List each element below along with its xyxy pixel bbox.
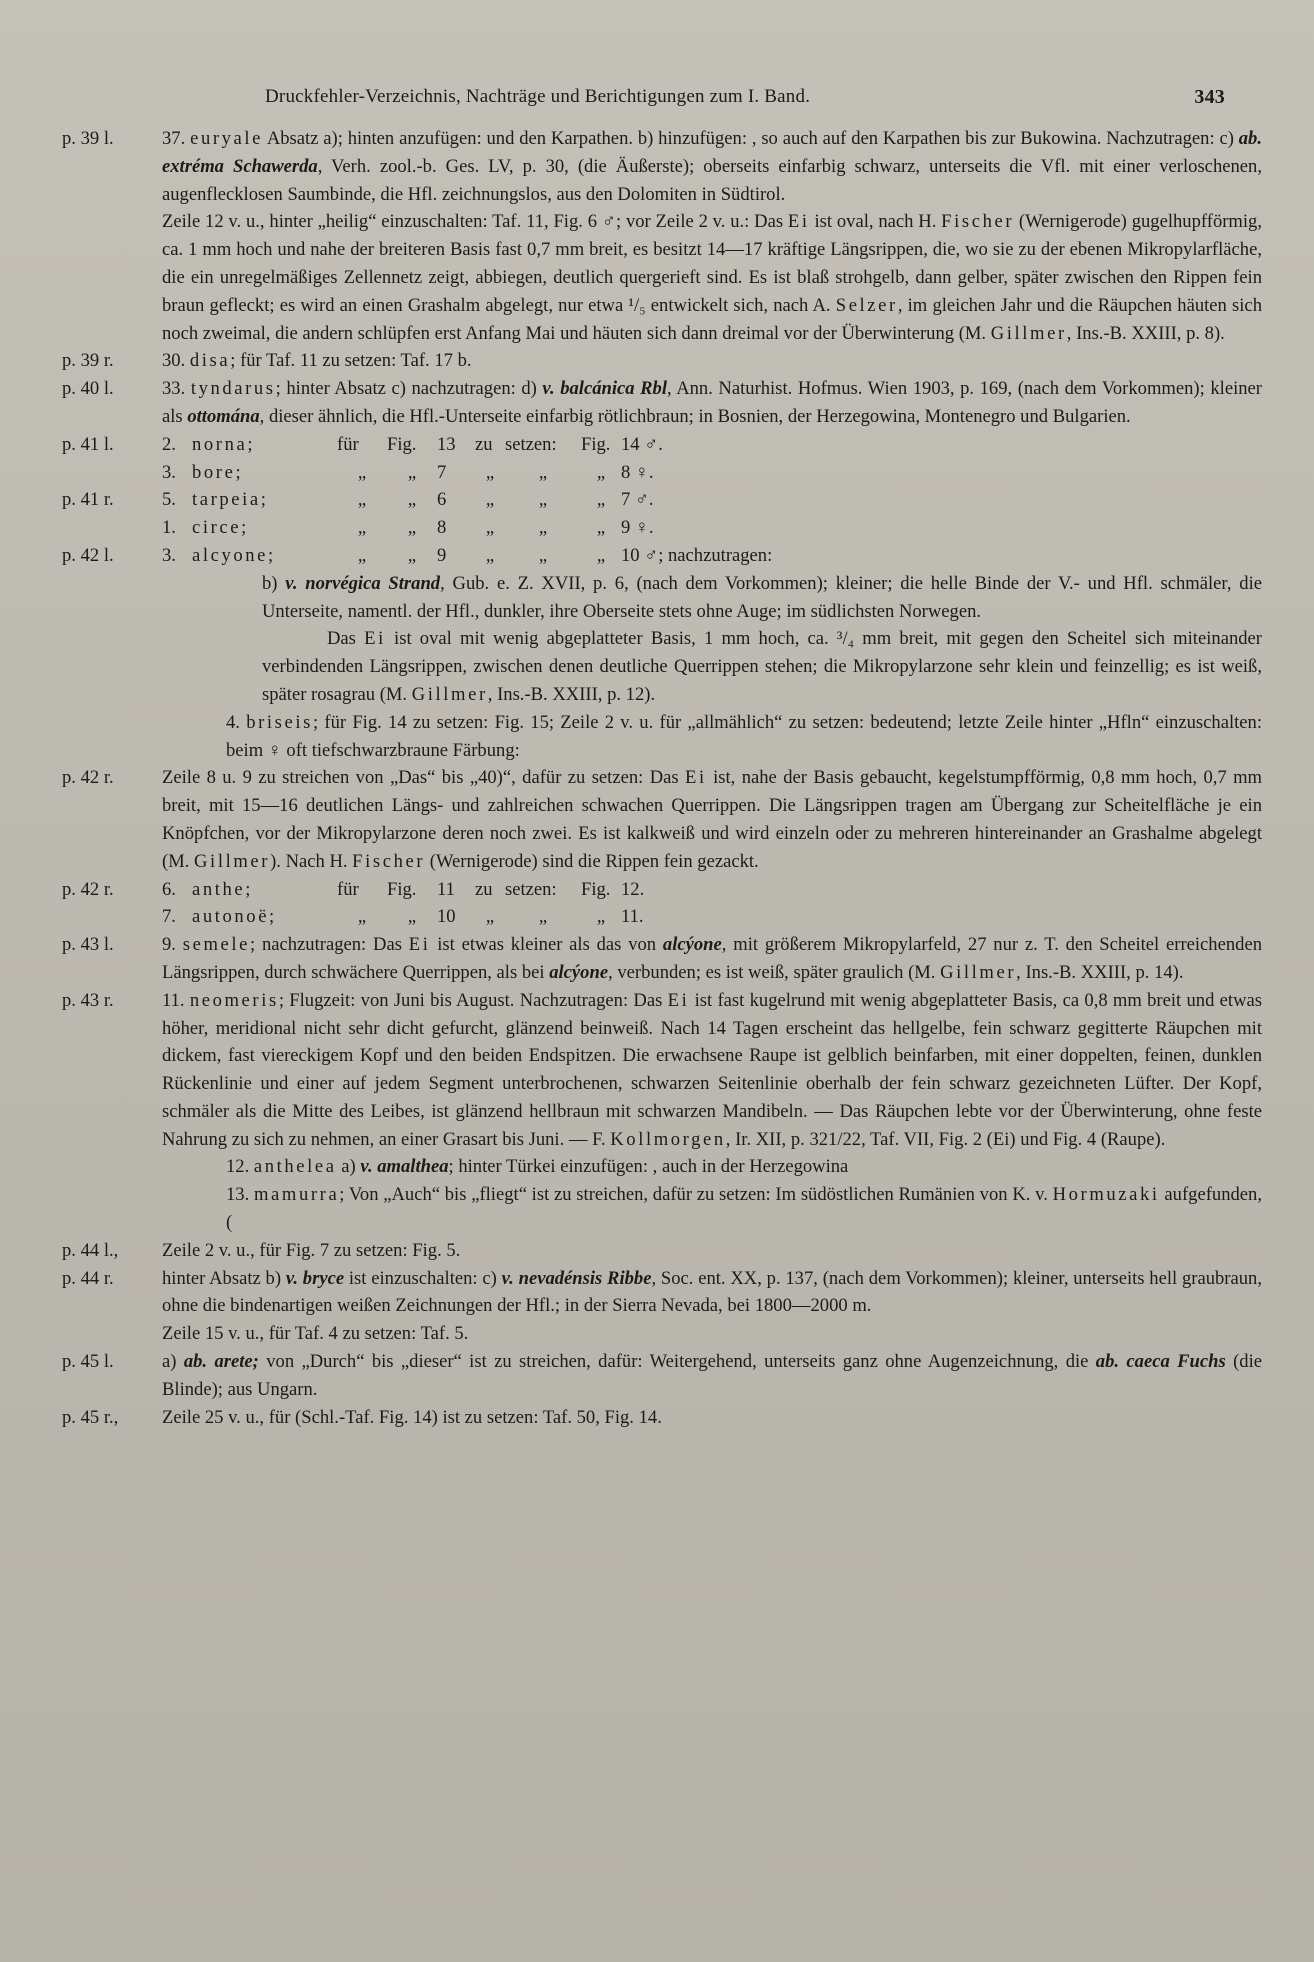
entry-ref: p. 45 l. (62, 1351, 114, 1373)
species-name: disa (189, 350, 231, 372)
entry-ref: p. 45 r., (62, 1406, 119, 1428)
entry-ref: p. 39 l. (62, 128, 114, 149)
species-name: semele (182, 934, 250, 956)
entry-neomeris: p. 43 r. 11. neomeris; Flugzeit: von Juni bis August. Nachzutragen: Das Ei ist fast kugelrund mit wenig abgeplatteter Basis, ca 0,8 mm breit und etwas höher, meridional nicht sehr dicht gefurcht, glänzend beinweiß. Nach 14 Tagen erscheint das hellgelbe, fein schwarz gegitterte Räupchen mit dickem, fast viereckigem Kopf und den beiden Endspitzen. Die erwachsene Raupe ist gelblich beinfarben, mit einer doppelten, feinen, dunklen Rückenlinie und einer auf jedem Segment unterbrochenen, schwarzen Seitenlinie oberhalb der fein schwarz gezeichneten Lüfter. Der Kopf, schmäler als die Mitte des Leibes, ist glänzend hellbraun mit schwarzen Mandibeln. — Das Räupchen lebte vor der Überwinterung, ohne feste Nahrung zu sich zu nehmen, an einer Grasart bis Juni. — F. Kollmorgen, Ir. XII, p. 321/22, Taf. VII, Fig. 2 (Ei) und Fig. 4 (Raupe). (62, 987, 1262, 1154)
entry-semele: p. 43 l. 9. semele; nachzutragen: Das Ei ist etwas kleiner als das von alcýone, mit größerem Mikropylarfeld, 27 nur z. T. den Scheitel erreichenden Längsrippen, durch schwächere Querrippen, als bei alcýone, verbunden; es ist weiß, später graulich (M. Gillmer, Ins.-B. XXIII, p. 14). (62, 931, 1262, 987)
author-name: Kollmorgen (610, 1128, 726, 1150)
entry-tyndarus: p. 40 l. 33. tyndarus; hinter Absatz c) nachzutragen: d) v. balcánica Rbl, Ann. Naturhist. Hofmus. Wien 1903, p. 169, (nach dem Vorkommen); kleiner als ottomána, dieser ähnlich, die Hfl.-Unterseite einfarbig rötlichbraun; in Bosnien, der Herzegowina, Montenegro und Bulgarien. (62, 375, 1262, 431)
taxon-name: ab. extréma Schawerda (162, 128, 1262, 177)
entry-ref: p. 43 l. (62, 934, 114, 956)
entry-ref: p. 43 r. (62, 989, 114, 1011)
author-name: Selzer (835, 294, 898, 316)
entry-p45r: p. 45 r., Zeile 25 v. u., für (Schl.-Taf. Fig. 14) ist zu setzen: Taf. 50, Fig. 14. (62, 1404, 1262, 1432)
page-number: 343 (1194, 86, 1225, 108)
species-name: anthelea (253, 1156, 337, 1178)
species-name: mamurra (253, 1184, 340, 1206)
author-name: Hormuzaki (1052, 1184, 1160, 1206)
table-row: p. 41 l. 2. norna; für Fig. 13 zu setzen: Fig. 14 ♂. (62, 433, 663, 455)
table-row: p. 42 l. 3. alcyone; „ „ 9 „ „ „ 10 ♂; nachzutragen: (62, 544, 773, 566)
header-title: Druckfehler-Verzeichnis, Nachträge und Berichtigungen zum I. Band. (265, 86, 811, 107)
taxon-name: v. balcánica Rbl (542, 378, 667, 400)
running-header (265, 86, 1225, 108)
entry-p44l: p. 44 l., Zeile 2 v. u., für Fig. 7 zu setzen: Fig. 5. (62, 1237, 1262, 1265)
species-name: euryale (190, 128, 264, 149)
entry-euryale: p. 39 l. 37. euryale Absatz a); hinten anzufügen: und den Karpathen. b) hinzufügen: , so auch auf den Karpathen bis zur Bukowina. Nachzutragen: c) ab. extréma Schawerda, Verh. zool.-b. Ges. LV, p. 30, (die Äußerste); oberseits einfarbig schwarz, unterseits die Vfl. mit einer verloschenen, augenflecklosen Saumbinde, die Hfl. zeichnungslos, aus den Dolomiten in Südtirol. (62, 125, 1262, 208)
author-name: Gillmer (940, 961, 1017, 983)
entry-p44r: p. 44 r. hinter Absatz b) v. bryce ist einzuschalten: c) v. nevadénsis Ribbe, Soc. ent. XX, p. 137, (nach dem Vorkommen); kleiner, unterseits hell graubraun, ohne die bindenartigen weißen Zeichnungen der Hfl.; in der Sierra Nevada, bei 1800—2000 m. (62, 1265, 1262, 1321)
entry-anthelea: 12. anthelea a) v. amalthea; hinter Türkei einzufügen: , auch in der Herzegowina (226, 1156, 849, 1178)
entry-p45l: p. 45 l. a) ab. arete; von „Durch“ bis „dieser“ ist zu streichen, dafür: Weitergehend, unterseits ganz ohne Augenzeichnung, die ab. caeca Fuchs (die Blinde); aus Ungarn. (62, 1348, 1262, 1404)
errata-body (62, 125, 1262, 1431)
entry-zeile-12: Zeile 12 v. u., hinter „heilig“ einzuschalten: Taf. 11, Fig. 6 ♂; vor Zeile 2 v. u.: Das Ei ist oval, nach H. Fischer (Wernigerode) gugelhupfförmig, ca. 1 mm hoch und nahe der breiteren Basis fast 0,7 mm breit, es besitzt 14—17 kräftige Längsrippen, die, wo sie zu der ebenen Mikropylarfläche, die ein unregelmäßiges Zellennetz zeigt, abbiegen, deutlich quergerieft sind. Es ist blaß strohgelb, dann gelber, später zwischen den Rippen fein braun gefleckt; es wird an einen Grashalm abgelegt, nur etwa ¹/₅ entwickelt sich, nach A. Selzer, im gleichen Jahr und die Räupchen häuten sich noch zweimal, die andern schlüpfen erst Anfang Mai und häuten sich dann dreimal vor der Überwinterung (M. Gillmer, Ins.-B. XXIII, p. 8). (162, 211, 1263, 344)
entry-ref: p. 44 r. (62, 1267, 114, 1289)
table-row: p. 41 r. 5. tarpeia; „ „ 6 „ „ „ 7 ♂. (62, 489, 654, 511)
author-name: Fischer (352, 850, 426, 872)
entry-p42r-zeile-8: p. 42 r. Zeile 8 u. 9 zu streichen von „Das“ bis „40)“, dafür zu setzen: Das Ei ist, nahe der Basis gebaucht, kegelstumpfförmig, 0,8 mm hoch, 0,7 mm breit, mit 15—16 deutlichen Längs- und zahlreichen schwachen Querrippen. Die Längsrippen tragen am Übergang zur Scheitelfläche je ein Knöpfchen, vor der Mikropylarzone deren noch zwei. Es ist kalkweiß und wird einzeln oder zu mehreren hintereinander an Grashalme abgelegt (M. Gillmer). Nach H. Fischer (Wernigerode) sind die Rippen fein gezackt. (62, 764, 1262, 875)
entry-briseis: 4. briseis; für Fig. 14 zu setzen: Fig. 15; Zeile 2 v. u. für „allmählich“ zu setzen: bedeutend; letzte Zeile hinter „Hfln“ einzuschalten: beim ♀ oft tiefschwarzbraune Färbung: (226, 711, 1262, 761)
table-row: p. 42 r. 6. anthe; für Fig. 11 zu setzen: Fig. 12. (62, 878, 645, 900)
author-name: Gillmer (411, 683, 488, 705)
taxon-name: ottomána (187, 405, 260, 427)
taxon-name: v. norvégica Strand (285, 572, 441, 594)
entry-alcyone-b: b) v. norvégica Strand, Gub. e. Z. XVII, p. 6, (nach dem Vorkommen); kleiner; die helle Binde der V.- und Hfl. schmäler, die Unterseite, namentl. der Hfl., dunkler, ihre Oberseite stets ohne Auge; im südlichsten Norwegen. (262, 572, 1263, 622)
table-row: 3. bore; „ „ 7 „ „ „ 8 ♀. (162, 461, 654, 483)
table-row: 1. circe; „ „ 8 „ „ „ 9 ♀. (162, 517, 654, 539)
entry-zeile-15: Zeile 15 v. u., für Taf. 4 zu setzen: Taf. 5. (162, 1323, 469, 1345)
entry-alcyone-ei: Das Ei ist oval mit wenig abgeplatteter Basis, 1 mm hoch, ca. ³/₄ mm breit, mit gegen den Scheitel sich miteinander verbindenden Längsrippen, zwischen denen deutliche Querrippen stehen; die Mikropylarzone sehr klein und feinzellig; es ist weiß, später rosagrau (M. Gillmer, Ins.-B. XXIII, p. 12). (262, 628, 1262, 705)
entry-ref: p. 39 r. (62, 350, 114, 372)
entry-disa: p. 39 r. 30. disa; für Taf. 11 zu setzen: Taf. 17 b. (62, 347, 1262, 375)
species-name: tyndarus (190, 378, 276, 400)
entry-mamurra: 13. mamurra; Von „Auch“ bis „fliegt“ ist zu streichen, dafür zu setzen: Im südöstlichen Rumänien von K. v. Hormuzaki aufgefunden, ( (226, 1184, 1262, 1234)
entry-ref: p. 40 l. (62, 378, 114, 400)
entry-ref: p. 42 r. (62, 767, 114, 789)
author-name: Fischer (941, 211, 1015, 233)
author-name: Gillmer (194, 850, 271, 872)
species-name: neomeris (189, 989, 279, 1011)
table-row: 7. autonoë; „ „ 10 „ „ „ 11. (162, 906, 644, 928)
entry-ref: p. 44 l., (62, 1239, 119, 1261)
author-name: Gillmer (990, 322, 1067, 344)
species-name: briseis (246, 711, 313, 733)
